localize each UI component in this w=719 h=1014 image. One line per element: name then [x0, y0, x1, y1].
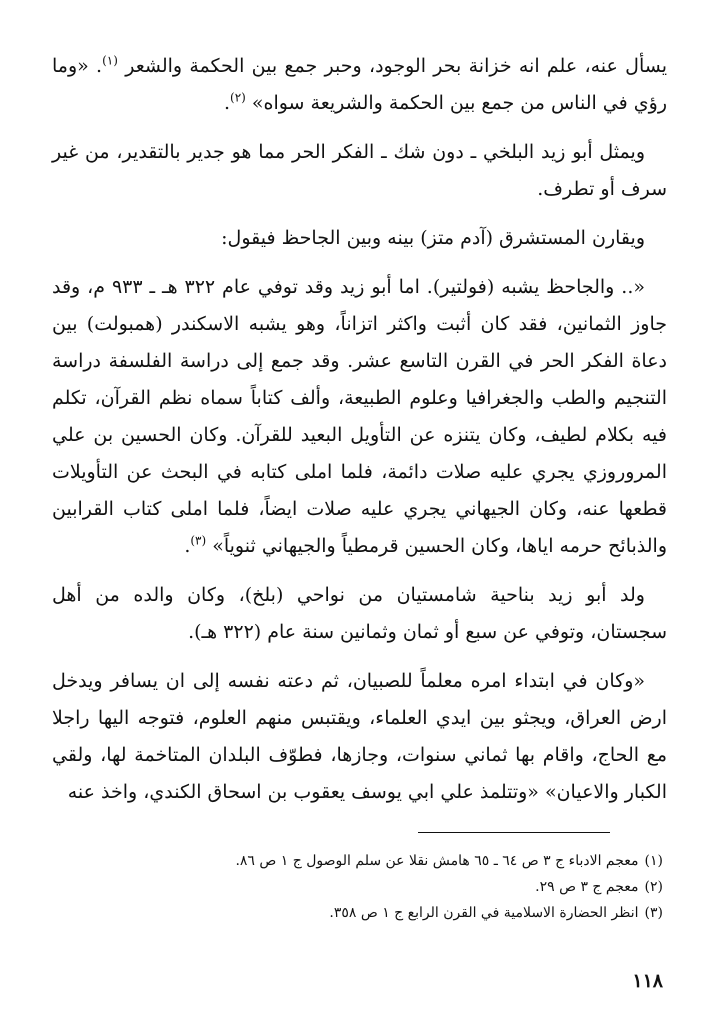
paragraph-3-text: ويقارن المستشرق (آدم متز) بينه وبين الجاحظ فيقول:: [221, 227, 645, 249]
paragraph-1: [52, 48, 667, 122]
footnotes: [103, 848, 663, 926]
paragraph-1-tail2: .: [223, 92, 230, 114]
paragraph-6: [52, 663, 667, 811]
footnote-number: (٣): [644, 905, 663, 921]
paragraph-4-quote: [52, 269, 667, 565]
footnote-number: (٢): [644, 879, 663, 895]
footnote-text: معجم الادباء ج ٣ ص ٦٤ ـ ٦٥ هامش نقلا عن سلم الوصول ج ١ ص ٨٦.: [235, 853, 639, 869]
footnote-item: [103, 874, 663, 900]
paragraph-1-tail: . «وما رؤي في الناس من جمع بين الحكمة والشريعة سواه»: [52, 55, 667, 114]
footnote-text: انظر الحضارة الاسلامية في القرن الرابع ج ١ ص ٣٥٨.: [329, 905, 639, 921]
footnote-number: (١): [644, 853, 663, 869]
footnote-separator: [418, 832, 610, 833]
paragraph-2: [52, 134, 667, 208]
footnote-item: [103, 848, 663, 874]
paragraph-2-text: ويمثل أبو زيد البلخي ـ دون شك ـ الفكر الحر مما هو جدير بالتقدير، من غير سرف أو تطرف.: [52, 141, 667, 200]
paragraph-5-text: ولد أبو زيد بناحية شامستيان من نواحي (بلخ)، وكان والده من أهل سجستان، وتوفي عن سبع أو ثمان وثمانين سنة عام (٣٢٢ هـ).: [52, 584, 667, 643]
footnote-ref-2: (٢): [230, 90, 246, 105]
footnote-ref-3: (٣): [190, 533, 207, 548]
paragraph-4-text: «.. والجاحظ يشبه (فولتير). اما أبو زيد وقد توفي عام ٣٢٢ هـ ـ ٩٣٣ م، وقد جاوز الثمانين، فقد كان أثبت واكثر اتزاناً، وهو يشبه الاسكندر (همبولت) بين دعاة الفكر الحر في القرن التاسع عشر. وقد جمع إلى دراسة الفلسفة دراسة التنجيم والطب والجغرافيا وعلوم الطبيعة، وألف كتاباً سماه نظم القرآن، تكلم فيه بكلام لطيف، وكان يتنزه عن التأويل البعيد للقرآن. وكان الحسين بن علي المروروزي يجري عليه صلات دائمة، فلما املى كتابه في البحث عن التأويلات قطعها عنه، وكان الجيهاني يجري عليه صلات ايضاً، فلما املى كتاب القرابين والذبائح حرمه اياها، وكان الحسين قرمطياً والجيهاني ثنوياً»: [52, 276, 667, 557]
footnote-text: معجم ج ٣ ص ٢٩.: [535, 879, 639, 895]
paragraph-1-text: يسأل عنه، علم انه خزانة بحر الوجود، وحبر جمع بين الحكمة والشعر: [125, 55, 667, 77]
footnote-item: [103, 900, 663, 926]
paragraph-5: [52, 577, 667, 651]
paragraph-6-text: «وكان في ابتداء امره معلماً للصبيان، ثم دعته نفسه إلى ان يسافر ويدخل ارض العراق، ويجثو بين ايدي العلماء، ويقتبس منهم العلوم، فتوجه اليها راجلا مع الحاج، واقام بها ثماني سنوات، وجازها، فطوّف البلدان المتاخمة لها، ولقي الكبار والاعيان» «وتتلمذ علي ابي يوسف يعقوب بن اسحاق الكندي، واخذ عنه: [52, 670, 667, 803]
paragraph-3: [52, 220, 667, 257]
body-text: [52, 48, 667, 811]
footnote-ref-1: (١): [102, 53, 118, 68]
page-number: ١١٨: [632, 970, 663, 992]
paragraph-4-tail: .: [184, 535, 191, 557]
